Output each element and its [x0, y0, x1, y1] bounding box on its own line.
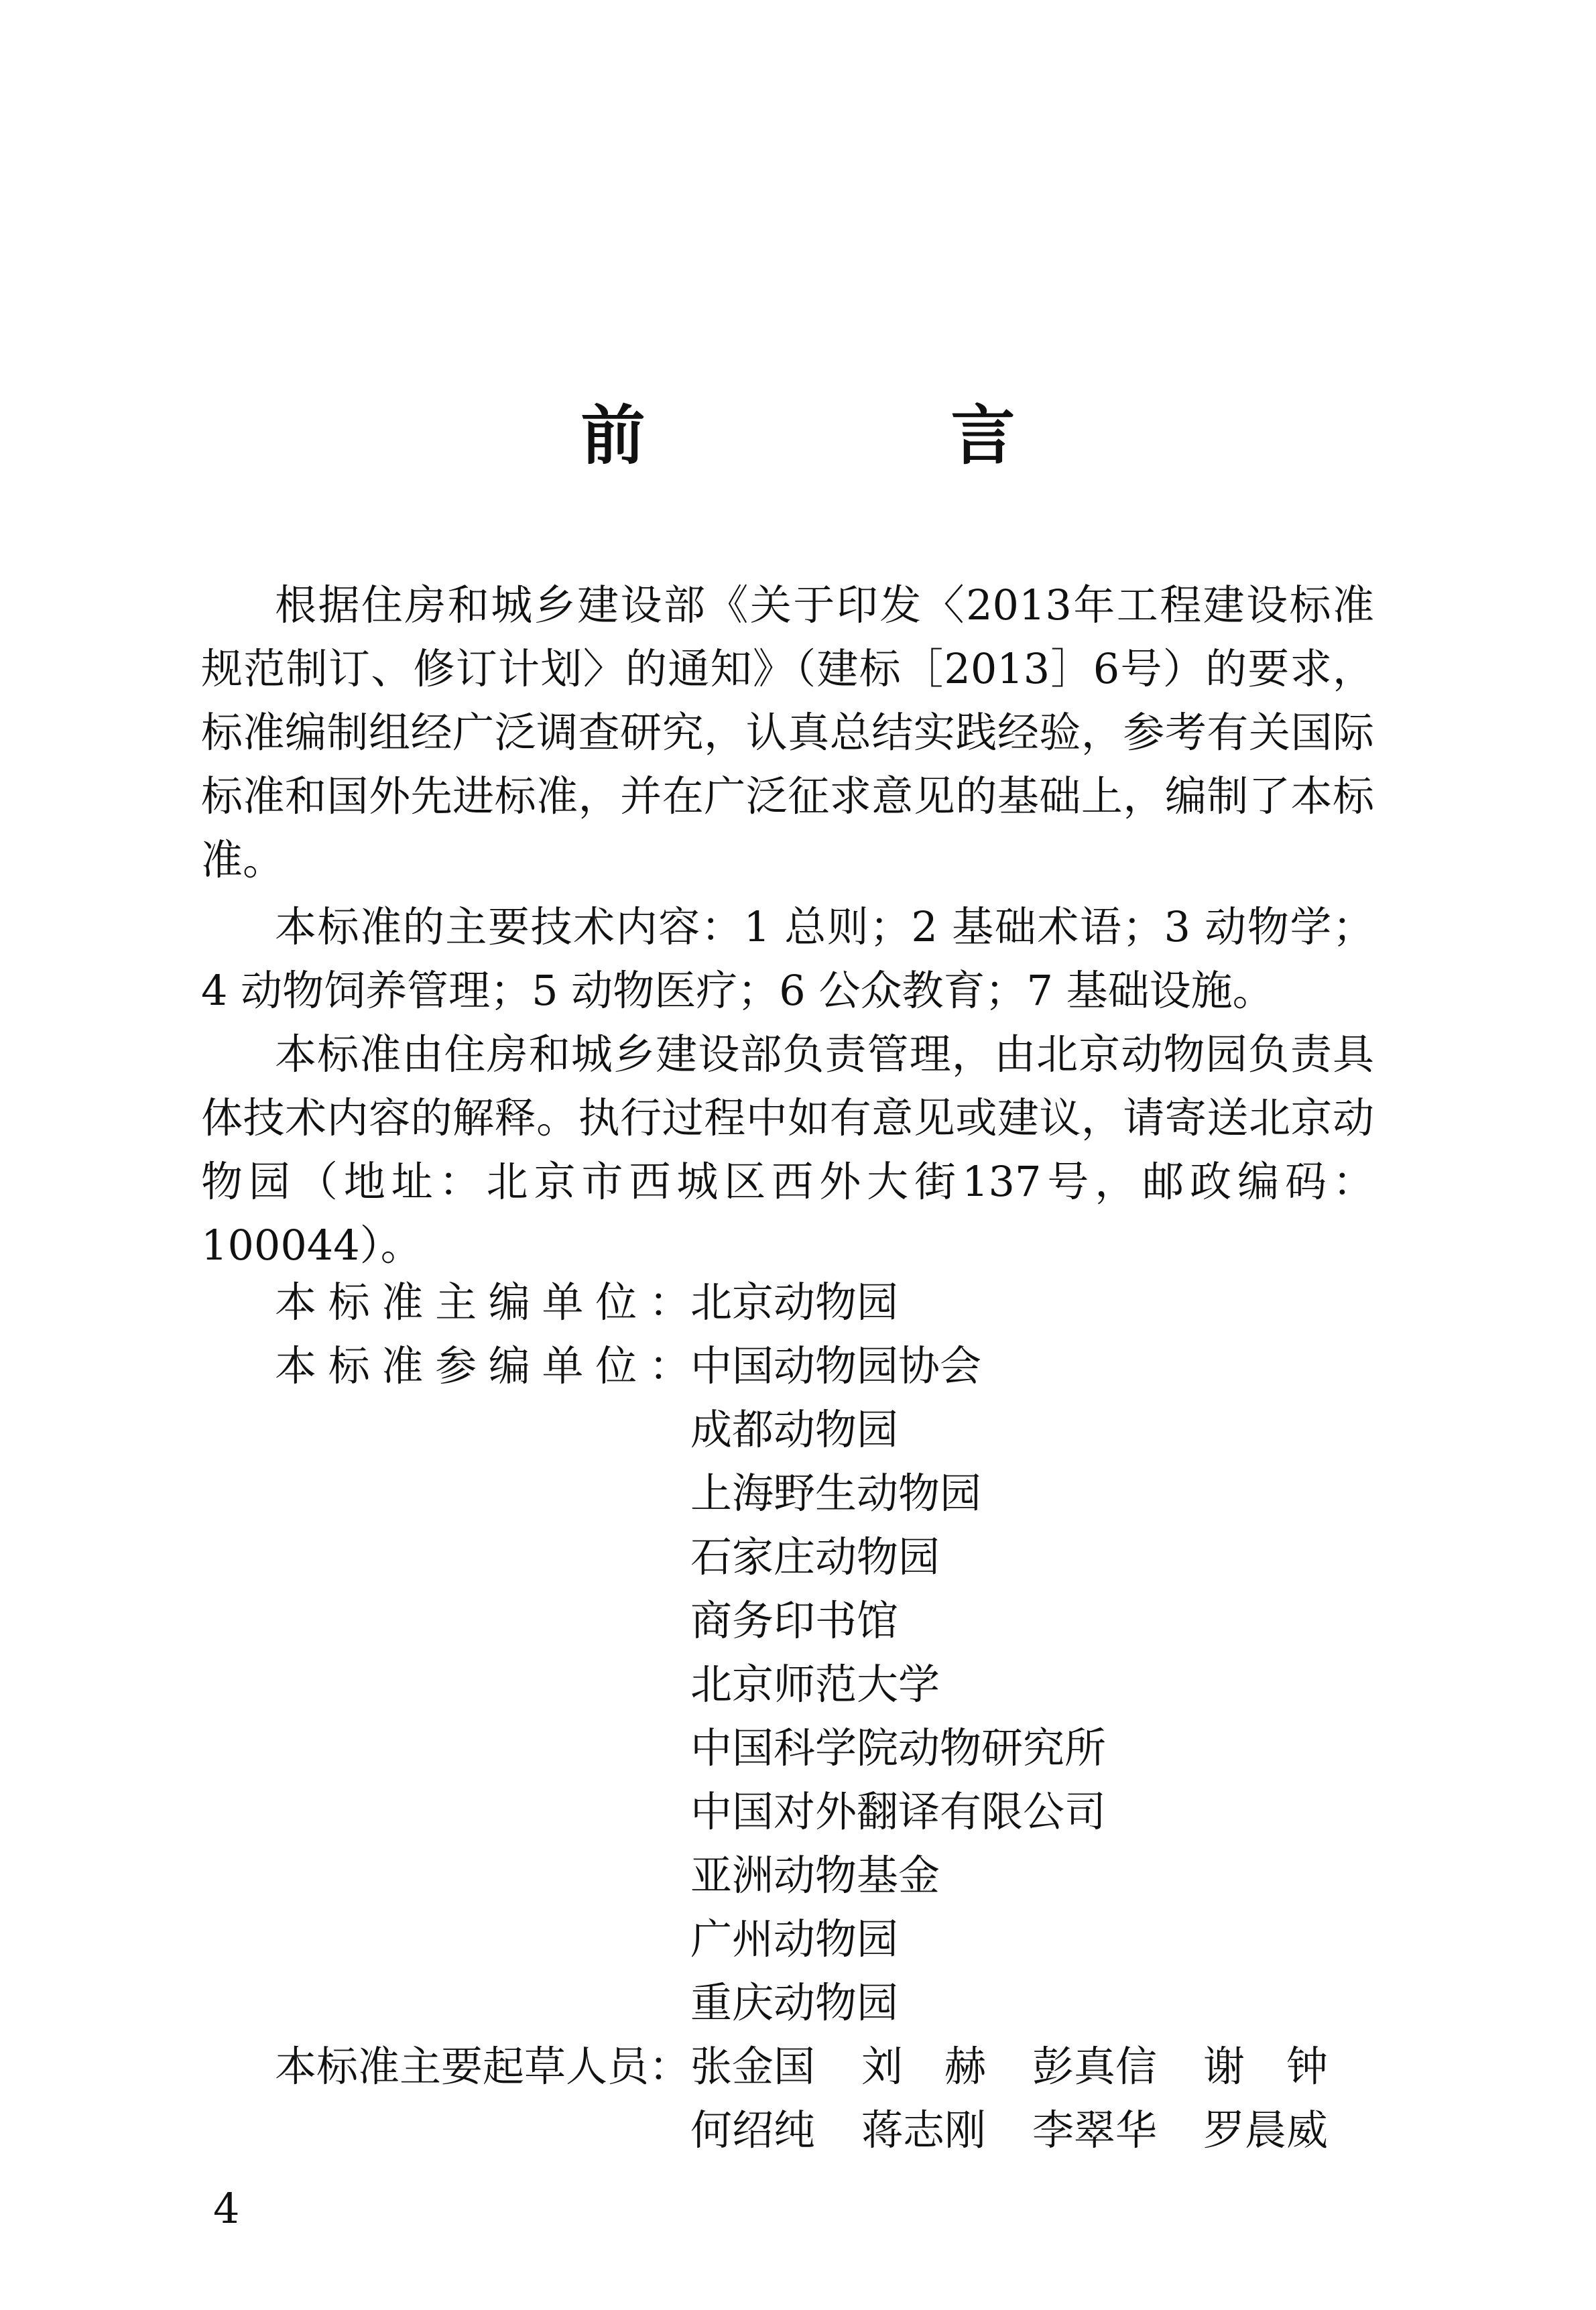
- participant-unit: 中国动物园协会: [690, 1341, 982, 1390]
- drafters-block: [275, 2034, 1374, 2162]
- drafters-line: [690, 2098, 1374, 2162]
- drafters-label: 本标准主要起草人员：: [275, 2042, 691, 2091]
- drafter-name: 蒋志刚: [861, 2106, 987, 2154]
- participant-units-label: 本标准参编单位：: [275, 1341, 690, 1390]
- participant-units-block: [275, 1334, 1106, 2034]
- participant-unit: 中国科学院动物研究所: [690, 1723, 1107, 1772]
- paragraph-text: 本标准的主要技术内容：1 总则；2 基础术语；3 动物学；4 动物饲养管理；5 动物医疗；6 公众教育；7 基础设施。: [201, 902, 1374, 1015]
- drafter-name: 罗晨威: [1203, 2106, 1329, 2154]
- drafter-name: 何绍纯: [690, 2106, 816, 2154]
- page-title: 前 言: [580, 398, 1136, 473]
- drafters-line: [690, 2034, 1374, 2098]
- chief-unit-value: 北京动物园: [690, 1278, 899, 1327]
- participant-unit: 中国对外翻译有限公司: [690, 1787, 1107, 1836]
- participant-unit: 上海野生动物园: [690, 1469, 982, 1518]
- participant-unit: 石家庄动物园: [690, 1532, 940, 1581]
- participant-unit: 重庆动物园: [690, 1978, 899, 2027]
- participant-unit: 成都动物园: [690, 1405, 899, 1454]
- paragraph-basis: [201, 573, 1374, 892]
- participant-unit: 商务印书馆: [690, 1596, 899, 1645]
- page-number: 4: [213, 2184, 240, 2233]
- paragraph-text: 本标准由住房和城乡建设部负责管理，由北京动物园负责具体技术内容的解释。执行过程中如有意见或建议，请寄送北京动物园（地址：北京市西城区西外大街137号，邮政编码：100044）。: [201, 1030, 1374, 1270]
- participant-units-list: [690, 1334, 1106, 2034]
- drafters-list: [690, 2034, 1374, 2162]
- drafter-name: 谢 钟: [1203, 2042, 1329, 2091]
- paragraph-contents: [201, 895, 1374, 1022]
- participant-unit: 亚洲动物基金: [690, 1851, 940, 1900]
- drafter-name: 刘 赫: [861, 2042, 987, 2091]
- paragraph-text: 根据住房和城乡建设部《关于印发〈2013年工程建设标准规范制订、修订计划〉的通知》（建标［2013］6号）的要求，标准编制组经广泛调查研究，认真总结实践经验，参考有关国际标准和国外先进标准，并在广泛征求意见的基础上，编制了本标准。: [201, 581, 1374, 884]
- participant-unit: 广州动物园: [690, 1914, 899, 1963]
- chief-unit-row: [275, 1270, 898, 1334]
- chief-unit-label: 本标准主编单位：: [275, 1278, 690, 1327]
- drafter-name: 李翠华: [1032, 2106, 1158, 2154]
- paragraph-management: [201, 1022, 1374, 1277]
- drafter-name: 彭真信: [1032, 2042, 1158, 2091]
- participant-unit: 北京师范大学: [690, 1660, 940, 1709]
- drafter-name: 张金国: [690, 2042, 816, 2091]
